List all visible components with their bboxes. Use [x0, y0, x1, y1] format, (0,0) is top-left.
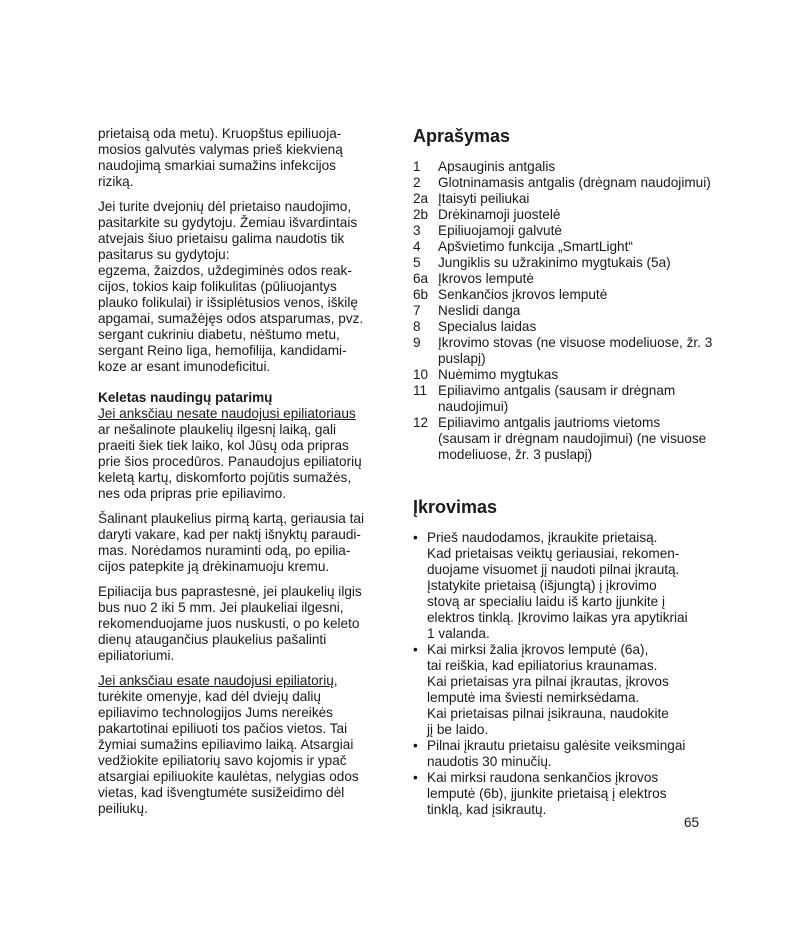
paragraph-hair-length: Epiliacija bus paprastesnė, jei plaukelių ilgis bus nuo 2 iki 5 mm. Jei plaukeliai ilgesni, rekomenduojame juos nuskusti, o po keleto dienų ataugančius plaukelius pašalinti epiliatoriumi. [98, 584, 362, 663]
item-text: Įtaisyti peiliukai [438, 191, 530, 206]
list-item [413, 255, 713, 271]
list-item [413, 159, 713, 175]
bullet-icon: • [413, 770, 418, 785]
item-text: Specialus laidas [438, 319, 537, 334]
bullet-text: Pilnai įkrautu prietaisu galėsite veiksmingai naudotis 30 minučių. [427, 738, 686, 769]
bullet-text: Kai mirksi žalia įkrovos lemputė (6a), tai reiškia, kad epiliatorius kraunamas. Kai prietaisas yra pilnai įkrautas, įkrovos lemputė ima šviesti nemirksėdama. Kai prietaisas pilnai įsikrauna, naudokite jį be laido. [427, 642, 669, 737]
list-item [413, 207, 713, 223]
item-number: 2b [413, 207, 429, 222]
page-number: 65 [684, 815, 700, 830]
left-column [98, 126, 388, 817]
item-number: 12 [413, 415, 429, 430]
list-item [413, 223, 713, 239]
description-list [413, 159, 713, 463]
bullet-icon: • [413, 530, 418, 545]
list-item [413, 415, 713, 463]
paragraph-experienced [98, 673, 388, 817]
paragraph-cleaning: prietaisą oda metu). Kruopštus epiliuoja- mosios galvutės valymas prieš kiekvieną naudojimą smarkiai sumažins infekcijos riziką. [98, 126, 343, 189]
item-text: Nuėmimo mygtukas [438, 367, 559, 382]
item-number: 10 [413, 367, 429, 382]
list-item [413, 191, 713, 207]
bullet-icon: • [413, 642, 418, 657]
item-text: Epiliavimo antgalis jautrioms vietoms (sausam ir drėgnam naudojimui) (ne visuose modeliuose, žr. 3 puslapį) [438, 415, 707, 462]
item-number: 8 [413, 319, 421, 334]
description-heading: Aprašymas [413, 126, 511, 146]
bullet-icon: • [413, 738, 418, 753]
charging-heading: Įkrovimas [413, 497, 498, 517]
bullet-item [413, 738, 713, 770]
first-use-rest: ar nešalinote plaukelių ilgesnį laiką, gali praeiti šiek tiek laiko, kol Jūsų oda pripras prie šios procedūros. Panaudojus epiliatorių keletą kartų, diskomforto pojūtis sumažės, nes oda pripras prie epiliavimo. [98, 422, 362, 501]
item-number: 6b [413, 287, 429, 302]
bullet-text: Prieš naudodamos, įkraukite prietaisą. Kad prietaisas veiktų geriausiai, rekomen- duojame visuomet jį naudoti pilnai įkrautą. Įstatykite prietaisą (išjungtą) į įkrovimo stovą ar specialiu laidu iš karto įjunkite į elektros tinklą. Įkrovimo laikas yra apytikriai 1 valanda. [427, 530, 688, 641]
item-text: Įkrovimo stovas (ne visuose modeliuose, žr. 3 puslapį) [438, 335, 713, 366]
item-text: Neslidi danga [438, 303, 521, 318]
item-text: Jungiklis su užrakinimo mygtukais (5a) [438, 255, 671, 270]
item-number: 1 [413, 159, 421, 174]
first-use-underlined: Jei anksčiau nesate naudojusi epiliatoriaus [98, 406, 356, 421]
list-item [413, 367, 713, 383]
list-item [413, 319, 713, 335]
item-number: 5 [413, 255, 421, 270]
paragraph-consult-doctor: Jei turite dvejonių dėl prietaiso naudojimo, pasitarkite su gydytoju. Žemiau išvardintais atvejais šiuo prietaisu galima naudotis tik pasitarus su gydytoju: egzema, žaizdos, uždegiminės odos reak- cijos, tokios kaip folikulitas (pūliuojantys plauko folikulai) ir išsiplėtusios venos, iškilę apgamai, sumažėjęs odos atsparumas, pvz. sergant cukriniu diabetu, nėštumo metu, sergant Reino liga, hemofilija, kandidami- koze ar esant imunodeficitui. [98, 199, 364, 374]
paragraph-first-use [98, 406, 388, 502]
item-text: Apsauginis antgalis [438, 159, 556, 174]
bullet-item [413, 642, 713, 738]
list-item [413, 239, 713, 255]
item-text: Epiliuojamoji galvutė [438, 223, 562, 238]
item-number: 9 [413, 335, 421, 350]
charging-list [413, 530, 713, 818]
item-number: 3 [413, 223, 421, 238]
list-item [413, 287, 713, 303]
item-number: 2a [413, 191, 429, 206]
item-number: 2 [413, 175, 421, 190]
list-item [413, 335, 713, 367]
item-text: Glotninamasis antgalis (drėgnam naudojimui) [438, 175, 711, 190]
item-text: Įkrovos lemputė [438, 271, 534, 286]
list-item [413, 303, 713, 319]
tips-heading: Keletas naudingų patarimų [98, 390, 273, 405]
bullet-item [413, 530, 713, 642]
list-item [413, 271, 713, 287]
experienced-underlined: Jei anksčiau esate naudojusi epiliatorių, [98, 673, 338, 688]
experienced-rest: turėkite omenyje, kad dėl dviejų dalių epiliavimo technologijos Jums nereikės pakartotinai epiliuoti tos pačios vietos. Tai žymiai sumažins epiliavimo laiką. Atsargiai vedžiokite epiliatorių savo kojomis ir ypač atsargiai epiliuokite kaulėtas, nelygias odos vietas, kad išvengtumėte susižeidimo dėl peiliukų. [98, 689, 359, 816]
list-item [413, 383, 713, 415]
list-item [413, 175, 713, 191]
item-text: Epiliavimo antgalis (sausam ir drėgnam naudojimui) [438, 383, 676, 414]
bullet-text: Kai mirksi raudona senkančios įkrovos lemputė (6b), įjunkite prietaisą į elektros tinklą, kad įsikrautų. [427, 770, 667, 817]
item-number: 11 [413, 383, 428, 398]
item-text: Drėkinamoji juostelė [438, 207, 561, 222]
right-column [413, 126, 713, 818]
item-text: Senkančios įkrovos lemputė [438, 287, 608, 302]
item-number: 4 [413, 239, 421, 254]
item-number: 7 [413, 303, 421, 318]
bullet-item [413, 770, 713, 818]
paragraph-evening: Šalinant plaukelius pirmą kartą, geriausia tai daryti vakare, kad per naktį išnyktų paraudi- mas. Norėdamos nuraminti odą, po epilia- cijos patepkite ją drėkinamuoju kremu. [98, 511, 364, 574]
item-text: Apšvietimo funkcija „SmartLight“ [438, 239, 633, 254]
item-number: 6a [413, 271, 429, 286]
